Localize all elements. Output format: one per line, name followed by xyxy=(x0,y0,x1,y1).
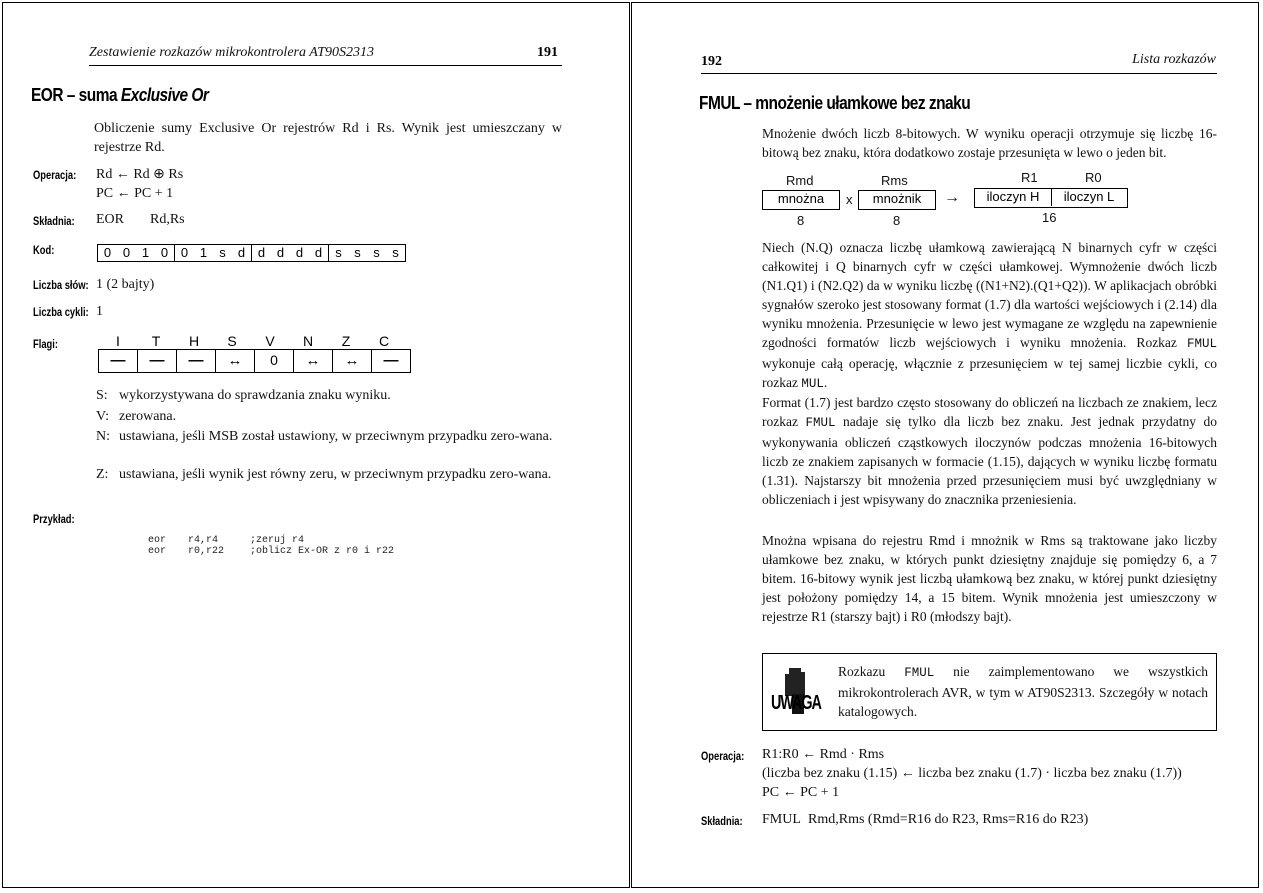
result-low-byte: iloczyn L xyxy=(1063,189,1115,204)
result-high-byte: iloczyn H xyxy=(975,189,1052,206)
flag-value: ↔ xyxy=(293,350,332,372)
r0-label: R0 xyxy=(1085,170,1102,185)
opcode-bit: d xyxy=(314,245,323,260)
syntax-operands: Rd,Rs xyxy=(150,212,185,227)
flag-value: ↔ xyxy=(332,350,371,372)
r1-label: R1 xyxy=(1021,170,1038,185)
section-title: FMUL – mnożenie ułamkowe bez znaku xyxy=(699,93,971,113)
code-label: Kod: xyxy=(33,243,55,257)
flag-value: — xyxy=(176,350,215,372)
flag-note-text: zerowana. xyxy=(119,409,177,424)
opcode-bit: 1 xyxy=(199,245,208,260)
opcode-bit: d xyxy=(276,245,285,260)
operation-line: Rd ← Rd ⊕ Rs xyxy=(96,167,184,182)
syntax-mnemonic: EOR xyxy=(96,212,124,227)
flag-name: I xyxy=(116,333,120,349)
left-page xyxy=(2,2,630,888)
opcode-bit: s xyxy=(354,245,361,260)
words-value: 1 (2 bajty) xyxy=(96,277,155,292)
flag-note-key: V: xyxy=(96,409,109,424)
paragraph-3: Mnożna wpisana do rejestru Rmd i mnożnik w Rms są traktowane jako liczby ułamkowe bez znaku, w których punkt dziesiętny znajduje się pomiędzy 6, a 7 bitem. 16-bitowy wynik jest liczbą ułamkową bez znaku, w której punkt dziesiętny jest położony pomiędzy 14, a 15 bitem. Wynik mnożenia jest umieszczony w rejestrze R1 (starszy bajt) i R0 (młodszy bajt). xyxy=(762,533,1217,624)
section-title xyxy=(31,85,208,106)
example-code-mnemonic: eor xyxy=(148,535,167,546)
words-label: Liczba słów: xyxy=(33,278,89,292)
times-sign: x xyxy=(846,192,853,207)
operation-line: R1:R0 ← Rmd · Rms xyxy=(762,747,885,762)
example-code-operands: r0,r22 xyxy=(188,546,225,557)
bits-label: 16 xyxy=(1042,210,1057,225)
flags-label: Flagi: xyxy=(33,337,58,351)
cycles-label: Liczba cykli: xyxy=(33,305,89,319)
operation-line: PC ← PC + 1 xyxy=(96,186,174,201)
paragraph-1: Niech (N.Q) oznacza liczbę ułamkową zawierającą N binarnych cyfr w części całkowitej i Q binarnych cyfr w części ułamkowej. Wymnożenie dwóch liczb (N1.Q1) i (N2.Q2) da w wyniku liczbę ((N1+N2).(Q1+Q2)). W aplikacjach obróbki sygnałów szeroko jest stosowany format (1.7) dla wartości wejściowych i (2.14) dla wyniku mnożenia. Przesunięcie w lewo jest wymagane ze względu na zapewnienie zgodności formatów liczb wejściowych i wyniku mnożenia. Rozkaz FMUL wykonuje całą operację, włącznie z przesunięciem w tej samej liczbie cykli, co rozkaz MUL. xyxy=(762,240,1217,391)
flag-value: ↔ xyxy=(215,350,254,372)
opcode-bit: 0 xyxy=(122,245,131,260)
flag-names-row xyxy=(99,333,403,349)
running-head: Lista rozkazów xyxy=(1132,52,1216,67)
opcode-bit: d xyxy=(295,245,304,260)
syntax-mnemonic: FMUL xyxy=(762,812,801,827)
flag-note-key: S: xyxy=(96,388,108,403)
description: Obliczenie sumy Exclusive Or rejestrów Rd i Rs. Wynik jest umieszczany w rejestrze Rd. xyxy=(94,121,562,155)
opcode-bit: s xyxy=(328,245,348,261)
title-text: EOR – suma xyxy=(31,85,121,105)
note-logo-text: UWAGA xyxy=(771,692,821,714)
opcode-bit: 1 xyxy=(141,245,150,260)
operation-label: Operacja: xyxy=(701,749,745,763)
rmd-label: Rmd xyxy=(786,173,814,188)
paragraph-2: Format (1.7) jest bardzo często stosowany do obliczeń na liczbach ze znakiem, lecz rozkaz FMUL nadaje się tylko dla liczb bez znaku. Jest jednak przydatny do wykonywania obliczeń cząstkowych iloczynów podczas mnożenia 16-bitowych liczb ze znakiem zapisanych w formacie (1.15), dających w wyniku liczbę formatu (1.31). Najstarszy bit mnożenia przed przesunięciem musi być uwzględniany w obliczeniach i jest wpisywany do znacznika przeniesienia. xyxy=(762,395,1217,507)
example-code-operands: r4,r4 xyxy=(188,535,219,546)
running-head: Zestawienie rozkazów mikrokontrolera AT90S2313 xyxy=(89,45,375,60)
header-rule xyxy=(89,65,562,66)
syntax-operands: Rmd,Rms (Rmd=R16 do R23, Rms=R16 do R23) xyxy=(808,812,1089,827)
right-page xyxy=(631,2,1259,888)
warning-logo xyxy=(770,666,828,720)
multiplier-box: mnożnik xyxy=(858,190,936,210)
example-code-comment: ;zeruj r4 xyxy=(250,535,305,546)
example-code-comment: ;oblicz Ex-OR z r0 i r22 xyxy=(250,546,395,557)
syntax-label: Składnia: xyxy=(33,214,75,228)
opcode-bit: d xyxy=(251,245,271,261)
flag-name: C xyxy=(378,333,390,349)
flag-name: Z xyxy=(341,333,351,349)
opcode-bit: s xyxy=(219,245,226,260)
flag-value: — xyxy=(137,350,176,372)
example-code-mnemonic: eor xyxy=(148,546,167,557)
opcode-bit: s xyxy=(373,245,380,260)
flag-value: 0 xyxy=(254,350,293,372)
bits-label: 8 xyxy=(893,213,901,228)
note-text: Rozkazu FMUL nie zaimplementowano we wszystkich mikrokontrolerach AVR, w tym w AT90S2313. Szczegóły w notach katalogowych. xyxy=(838,664,1208,719)
flag-note-key: N: xyxy=(96,429,110,444)
page-number: 191 xyxy=(537,45,558,60)
syntax-label: Składnia: xyxy=(701,814,743,828)
operation-label: Operacja: xyxy=(33,168,77,182)
opcode-bit: 0 xyxy=(103,245,112,260)
operation-line: (liczba bez znaku (1.15) ← liczba bez znaku (1.7) · liczba bez znaku (1.7)) xyxy=(762,766,1182,781)
page-number: 192 xyxy=(701,54,722,69)
result-box xyxy=(974,188,1128,208)
rms-label: Rms xyxy=(881,173,908,188)
flag-note-text: ustawiana, jeśli wynik jest równy zeru, w przeciwnym przypadku zero-wana. xyxy=(119,467,552,482)
intro-paragraph: Mnożenie dwóch liczb 8-bitowych. W wyniku operacji otrzymuje się liczbę 16-bitową bez znaku, która dodatkowo zostaje przesunięta w lewo o jeden bit. xyxy=(762,126,1217,160)
flag-note-key: Z: xyxy=(96,467,109,482)
cycles-value: 1 xyxy=(96,304,103,319)
flag-values-row xyxy=(98,349,411,373)
flag-note-text: wykorzystywana do sprawdzania znaku wyniku. xyxy=(119,388,391,403)
opcode-bit: 0 xyxy=(160,245,169,260)
opcode-bit: s xyxy=(392,245,399,260)
flag-value: — xyxy=(371,350,410,372)
title-italic-text: Exclusive Or xyxy=(120,85,209,105)
opcode-bit: 0 xyxy=(174,245,194,261)
header-rule xyxy=(701,73,1217,74)
example-label: Przykład: xyxy=(33,512,75,526)
bits-label: 8 xyxy=(797,213,805,228)
arrow-icon: → xyxy=(944,189,960,206)
flag-name: H xyxy=(188,333,200,349)
flag-note-text: ustawiana, jeśli MSB został ustawiony, w przeciwnym przypadku zero-wana. xyxy=(119,429,553,444)
operation-line: PC ← PC + 1 xyxy=(762,785,840,800)
opcode-bit: d xyxy=(237,245,246,260)
flag-name: T xyxy=(151,333,161,349)
flag-name: V xyxy=(265,333,275,349)
flag-value: — xyxy=(110,352,126,369)
note-box xyxy=(762,653,1217,731)
flag-name: S xyxy=(227,333,237,349)
flag-name: N xyxy=(302,333,314,349)
opcode-bit-field xyxy=(97,244,406,262)
multiplicand-box: mnożna xyxy=(762,190,840,210)
